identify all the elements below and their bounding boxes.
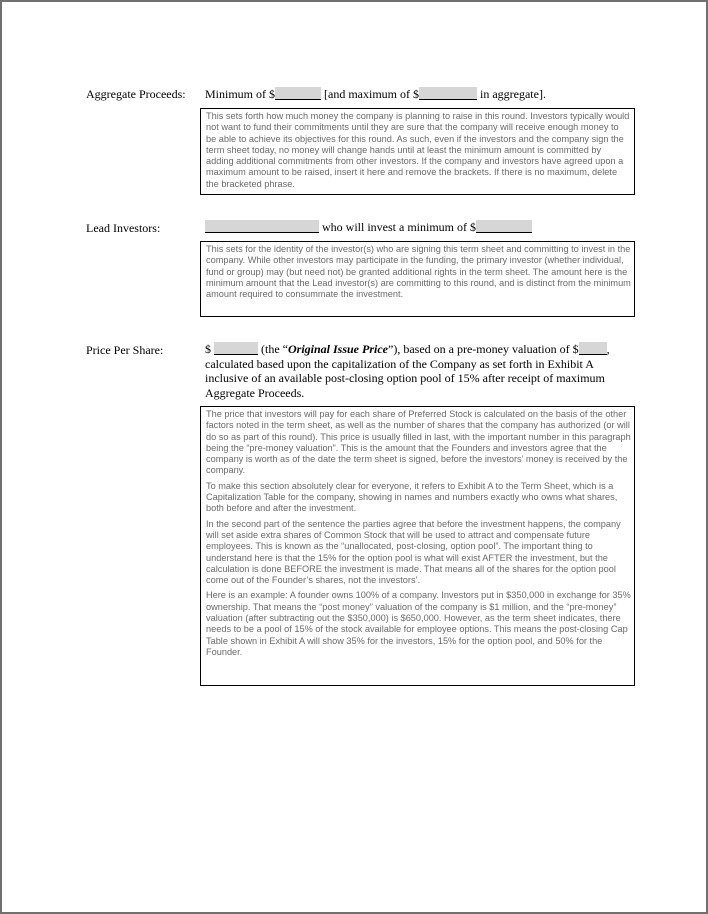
price-per-share-label: Price Per Share: [86,343,164,357]
term-text: $ [205,342,214,356]
term-text: [and maximum of $ [321,87,419,101]
aggregate-proceeds-term [205,87,546,102]
defined-term: Original Issue Price [287,342,388,356]
maximum-amount-field[interactable] [419,87,477,100]
note-paragraph: To make this section absolutely clear for everyone, it refers to Exhibit A to the Term Sheet, which is a Capitalization Table for the company, showing in names and numbers exactly who owns what shares, both before and after the investment. [206,480,618,514]
term-text: who will invest a minimum of $ [319,220,476,234]
pre-money-valuation-field[interactable] [579,342,607,355]
price-per-share-note [200,406,635,686]
term-text: in aggregate]. [477,87,546,101]
term-text: Minimum of $ [205,87,276,101]
price-per-share-field[interactable] [214,342,258,355]
term-text: ”), based on a pre-money valuation of $ [388,342,579,356]
term-text: , calculated based upon the capitalization of the Company as set forth in Exhibit A inclusive of an available post-closing option pool of 15% after receipt of maximum Aggregate Proceeds. [205,342,610,400]
term-text: (the “ [258,342,288,356]
minimum-amount-field[interactable] [275,87,321,100]
lead-investor-minimum-field[interactable] [476,220,532,233]
aggregate-proceeds-label: Aggregate Proceeds: [86,87,186,101]
lead-investors-term [205,220,532,235]
note-paragraph: Here is an example: A founder owns 100% of a company. Investors put in $350,000 in exchange for 35% ownership. That means the “post money” valuation of the company is $1 million, and the “pre-money” valuation (after subtracting out the $350,000) is $650,000. However, as the term sheet indicates, there needs to be a pool of 15% of the stock available for employee options. This means the post-closing Cap Table shown in Exhibit A will show 35% for the investors, 15% for the option pool, and 50% for the Founder. [206,590,631,657]
lead-investor-name-field[interactable] [205,220,319,233]
note-paragraph: In the second part of the sentence the parties agree that before the investment happens, the company will set aside extra shares of Common Stock that will be used to attract and compensate future employees. This is known as the “unallocated, post-closing, option pool”. The important thing to understand here is that the 15% for the option pool is what will exist AFTER the investment, but the calculation is done BEFORE the investment is made. That means all of the shares for the option pool come out of the Founder’s shares, not the investors’. [206,518,621,586]
price-per-share-term [205,342,629,400]
aggregate-proceeds-note [200,108,635,195]
note-paragraph: The price that investors will pay for each share of Preferred Stock is calculated on the basis of the other factors noted in the term sheet, as well as the number of shares that the company has authorized (or will do so as part of this round). This price is usually filled in last, with the important number in this paragraph being the “pre-money valuation”. This is the amount that the Founders and investors agree that the company is worth as of the date the term sheet is signed, before the investors’ money is received by the company. [206,409,631,476]
lead-investors-note [200,241,635,317]
note-paragraph: This sets for the identity of the investor(s) who are signing this term sheet and committing to invest in the company. While other investors may participate in the funding, the primary investor (whether individual, fund or group) may (but need not) be granted additional rights in the term sheet. The amount here is the minimum amount that the Lead investor(s) are committing to this round, and is distinct from the minimum amount required to consummate the investment. [206,244,631,300]
lead-investors-label: Lead Investors: [86,221,161,235]
note-paragraph: This sets forth how much money the company is planning to raise in this round. Investors typically would not want to fund their commitments until they are sure that the company will receive enough money to be able to achieve its objectives for this round. As such, even if the investors and the company sign the term sheet today, no money will change hands until at least the minimum amount is committed by adding additional commitments from other investors. If the company and investors have agreed upon a maximum amount to be raised, insert it here and remove the brackets. If there is no maximum, delete the bracketed phrase. [206,111,630,189]
